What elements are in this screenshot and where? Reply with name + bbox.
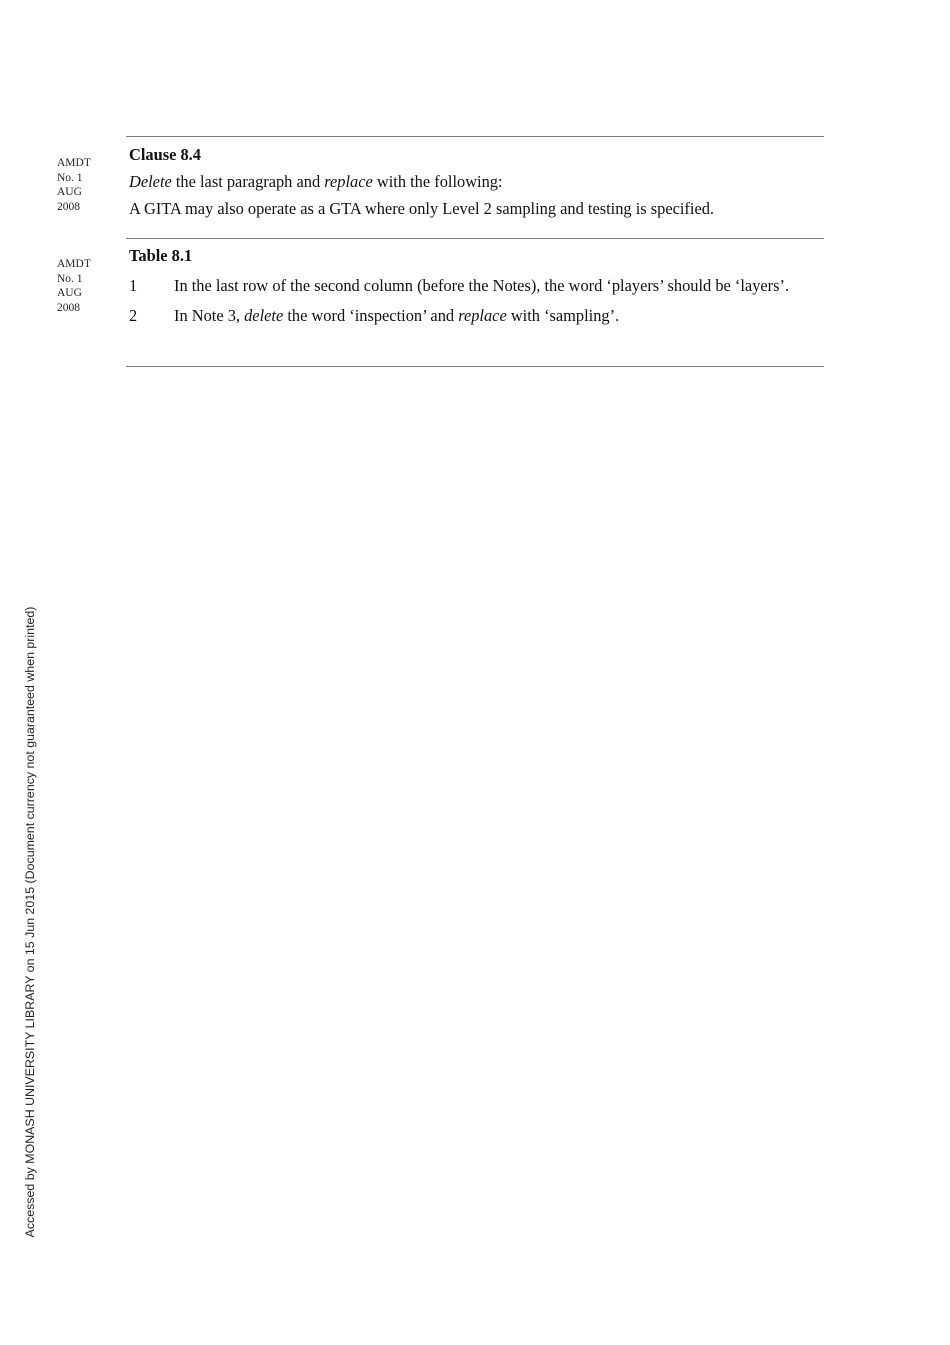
amdt-month: AUG xyxy=(57,186,82,199)
table-heading: Table 8.1 xyxy=(129,246,193,265)
amendment-section-clause-8-4 xyxy=(129,145,822,219)
list-item-prefix: In Note 3, xyxy=(174,306,245,325)
list-item xyxy=(129,305,822,326)
list-item xyxy=(129,275,822,296)
amendment-margin-note-1 xyxy=(57,156,117,214)
rule-top xyxy=(126,136,824,137)
amendment-section-table-8-1 xyxy=(129,246,822,326)
delete-word: delete xyxy=(244,306,284,325)
instruction-end: with the following: xyxy=(372,172,503,191)
list-item-number: 2 xyxy=(129,306,138,325)
clause-replacement-text: A GITA may also operate as a GTA where only Level 2 sampling and testing is specified. xyxy=(129,199,715,218)
list-item-end: with ‘sampling’. xyxy=(506,306,620,325)
rule-middle xyxy=(126,238,824,239)
amdt-number: No. 1 xyxy=(57,272,83,285)
amdt-number: No. 1 xyxy=(57,171,83,184)
amdt-label: AMDT xyxy=(57,157,91,169)
clause-heading: Clause 8.4 xyxy=(129,145,201,164)
clause-instruction xyxy=(129,172,822,192)
amdt-month: AUG xyxy=(57,287,82,300)
replace-word: replace xyxy=(324,172,373,191)
amdt-label: AMDT xyxy=(57,258,91,270)
amdt-year: 2008 xyxy=(57,301,80,314)
list-item-text: In the last row of the second column (before the Notes), the word ‘players’ should be ‘layers’. xyxy=(174,276,790,295)
list-item-middle: the word ‘inspection’ and xyxy=(283,306,459,325)
amendment-margin-note-2 xyxy=(57,257,117,315)
replace-word: replace xyxy=(458,306,507,325)
rule-bottom xyxy=(126,366,824,367)
instruction-middle: the last paragraph and xyxy=(171,172,325,191)
amdt-year: 2008 xyxy=(57,200,80,213)
access-watermark: Accessed by MONASH UNIVERSITY LIBRARY on 15 Jun 2015 (Document currency not guaranteed when printed) xyxy=(23,606,37,1238)
delete-word: Delete xyxy=(129,172,172,191)
list-item-number: 1 xyxy=(129,276,138,295)
